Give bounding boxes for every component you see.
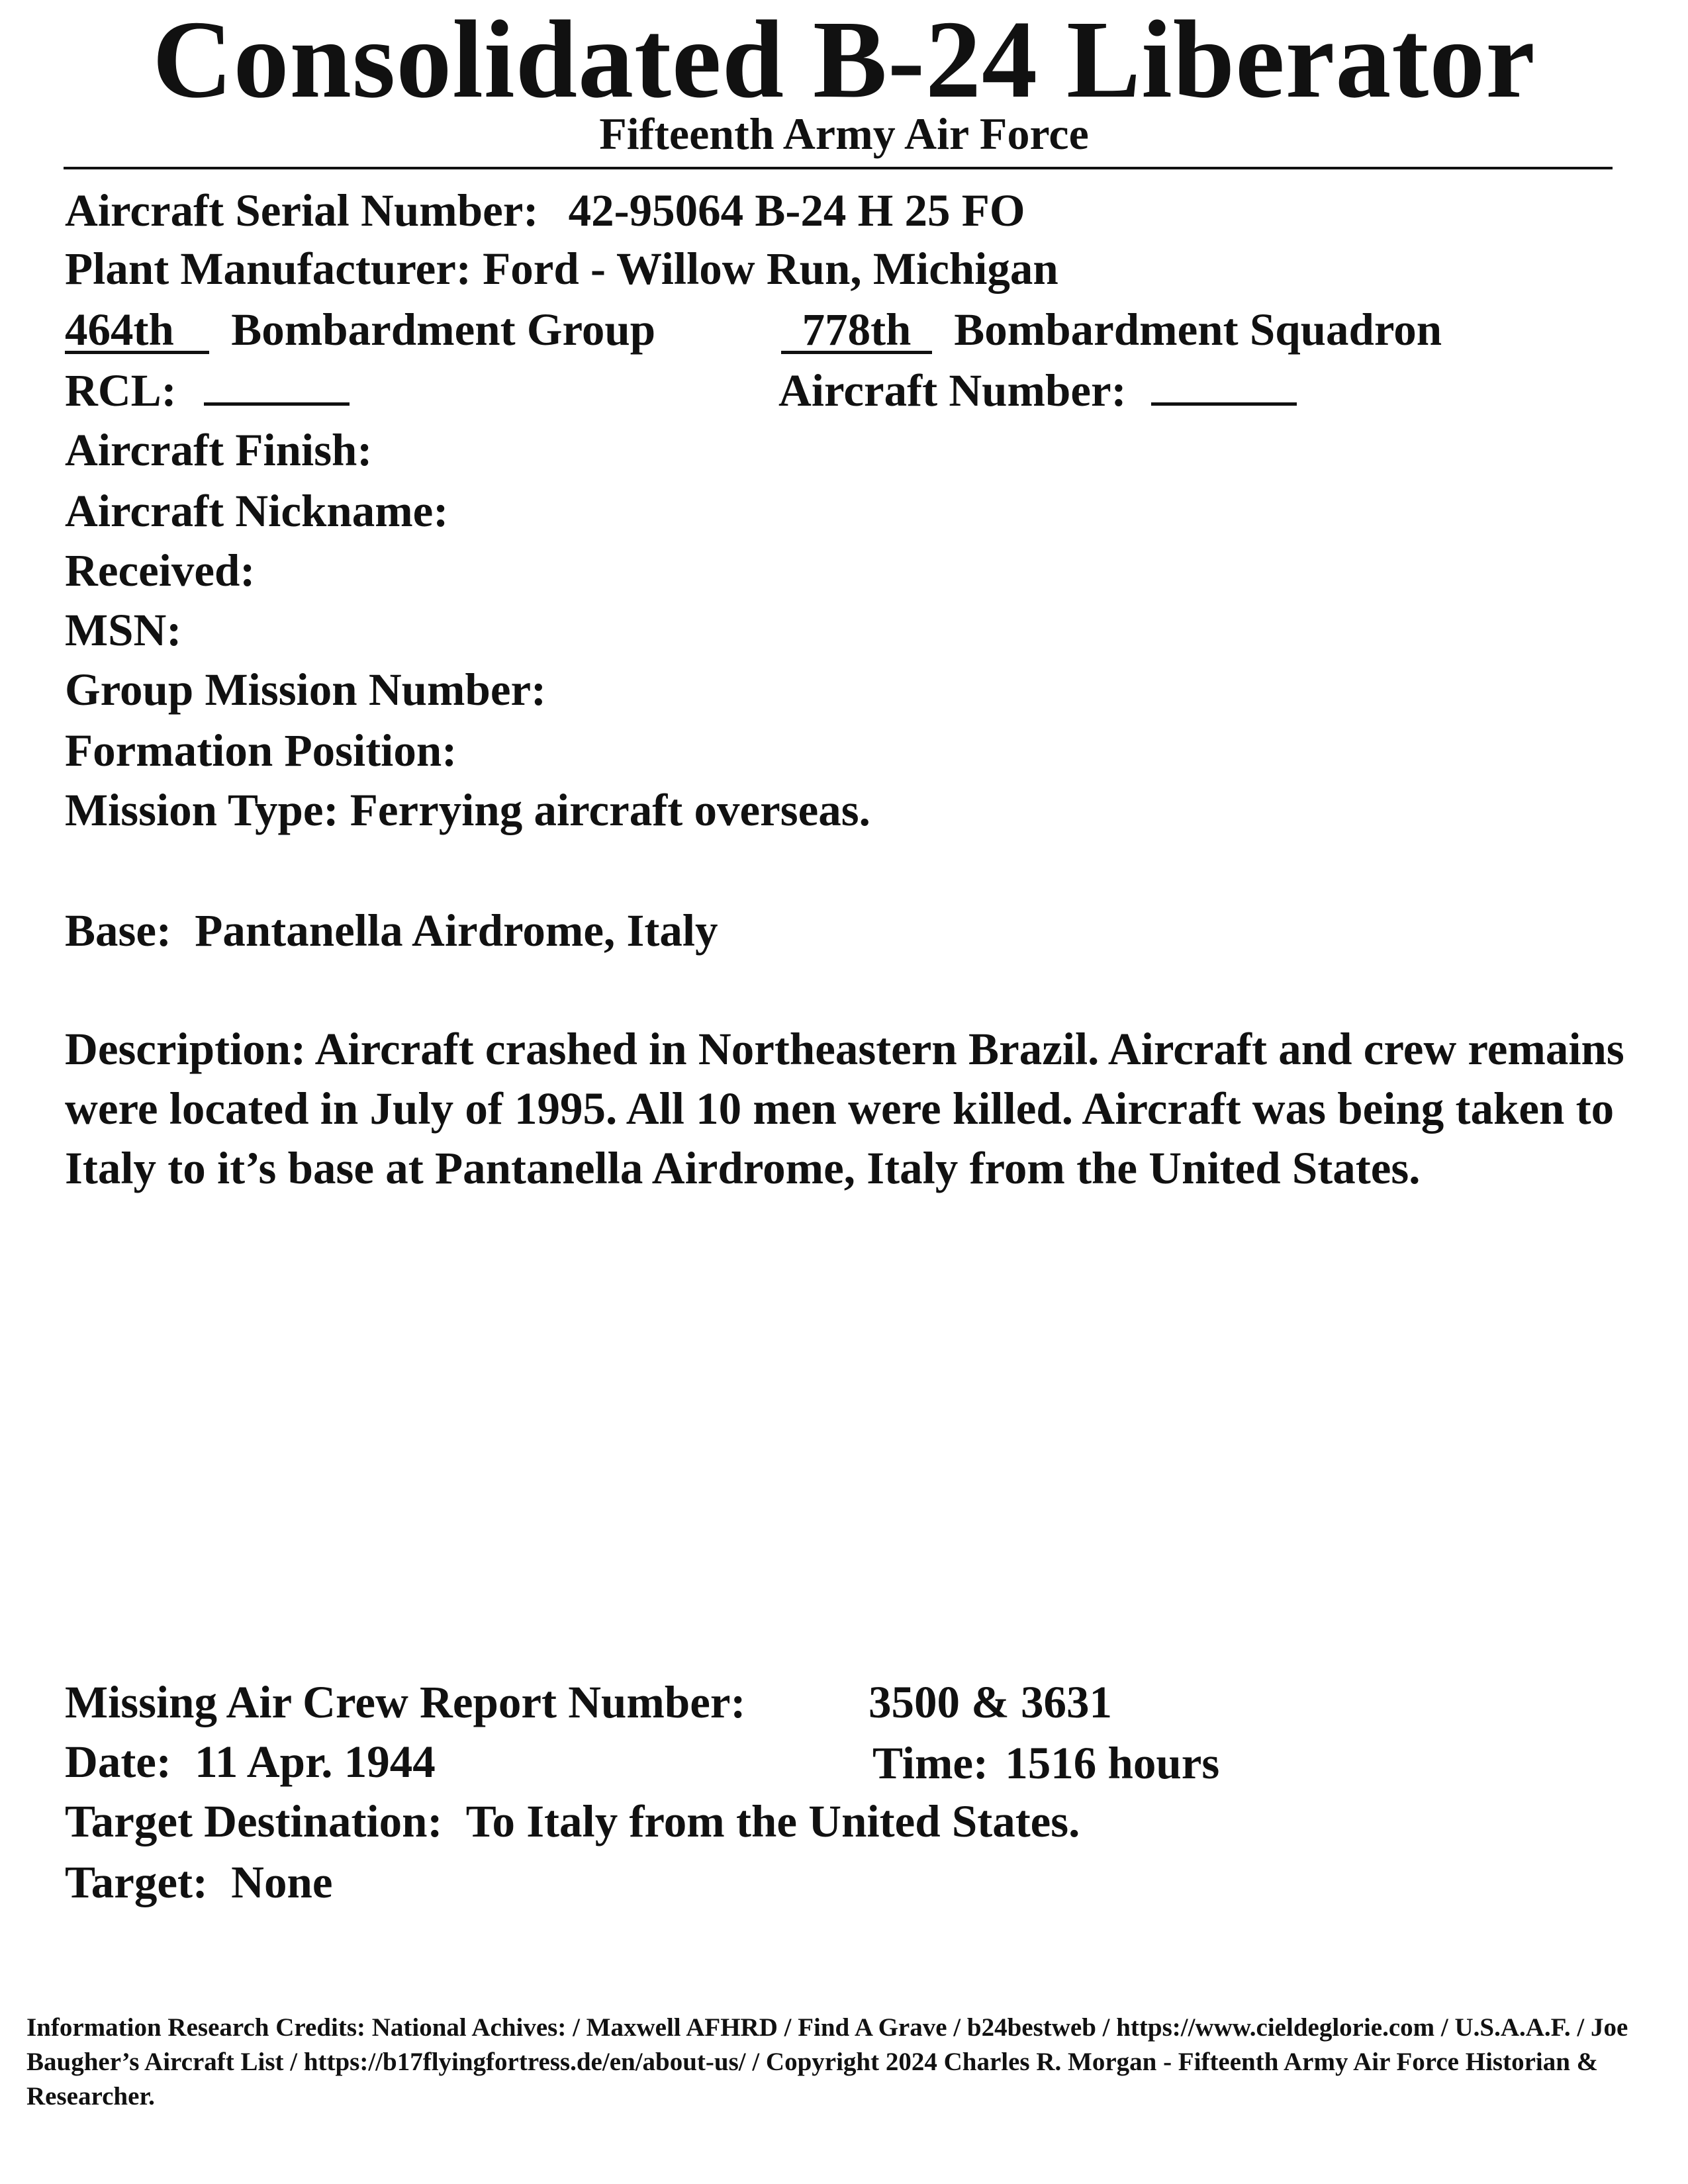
group-row (65, 304, 656, 355)
group-label: Bombardment Group (231, 304, 656, 355)
rcl-label: RCL: (65, 365, 177, 416)
target-label: Target: (65, 1857, 208, 1907)
aircraft-number-row (778, 365, 1297, 416)
squadron-label: Bombardment Squadron (954, 304, 1442, 355)
msn-label: MSN: (65, 605, 182, 655)
date-row (65, 1739, 436, 1785)
base-value: Pantanella Airdrome, Italy (195, 905, 718, 956)
squadron-number: 778th (781, 309, 932, 354)
rcl-row (65, 365, 350, 416)
target-destination-label: Target Destination: (65, 1796, 443, 1846)
research-credits: Information Research Credits: National Achives: / Maxwell AFHRD / Find A Grave / b24bestweb / https://www.cieldeglorie.com / U.S.A.A.F. / Joe Baugher’s Aircraft List / https://b17flyingfortress.de/en/about-us/ / Copyright 2024 Charles R. Morgan - Fifteenth Army Air Force Historian & Researcher. (26, 2013, 1628, 2111)
base-row (65, 905, 718, 956)
time-value: 1516 hours (1005, 1738, 1220, 1788)
serial-number-label: Aircraft Serial Number: (65, 185, 539, 236)
squadron-row (781, 304, 1442, 355)
title-divider (64, 167, 1613, 169)
group-mission-number-label: Group Mission Number: (65, 664, 547, 715)
rcl-blank (204, 368, 350, 406)
time-row (872, 1738, 1220, 1788)
description-text: Aircraft crashed in Northeastern Brazil. Aircraft and crew remains were located in July of 1995. All 10 men were killed. Aircraft was being taken to Italy to it’s base at Pantanella Airdrome, Italy from the United States. (65, 1024, 1624, 1193)
page-title: Consolidated B-24 Liberator (152, 0, 1536, 121)
date-value: 11 Apr. 1944 (195, 1737, 436, 1787)
target-destination-value: To Italy from the United States. (465, 1796, 1080, 1846)
time-label: Time: (872, 1738, 989, 1788)
aircraft-nickname-label: Aircraft Nickname: (65, 486, 449, 536)
date-label: Date: (65, 1737, 171, 1787)
page-subtitle: Fifteenth Army Air Force (599, 109, 1089, 159)
plant-manufacturer-row (65, 246, 1058, 292)
plant-manufacturer-value: Ford - Willow Run, Michigan (483, 244, 1058, 294)
formation-position-label: Formation Position: (65, 725, 457, 776)
target-destination-row (65, 1796, 1080, 1846)
mission-type-value: Ferrying aircraft overseas. (350, 785, 870, 835)
macr-label: Missing Air Crew Report Number: (65, 1677, 746, 1727)
macr-row (65, 1677, 746, 1727)
aircraft-number-blank (1151, 368, 1297, 406)
group-number: 464th (65, 309, 209, 354)
received-label: Received: (65, 545, 256, 596)
serial-number-row (65, 185, 1025, 236)
aircraft-number-label: Aircraft Number: (778, 365, 1127, 416)
target-value: None (231, 1857, 333, 1907)
base-label: Base: (65, 905, 171, 956)
plant-manufacturer-label: Plant Manufacturer: (65, 244, 471, 294)
mission-type-label: Mission Type: (65, 785, 339, 835)
aircraft-finish-label: Aircraft Finish: (65, 425, 373, 475)
target-row (65, 1857, 333, 1907)
mission-type-row (65, 785, 870, 835)
serial-number-value: 42-95064 B-24 H 25 FO (568, 185, 1025, 236)
description-label: Description: (65, 1024, 306, 1074)
description-block (65, 1019, 1640, 1198)
macr-value: 3500 & 3631 (868, 1677, 1112, 1727)
